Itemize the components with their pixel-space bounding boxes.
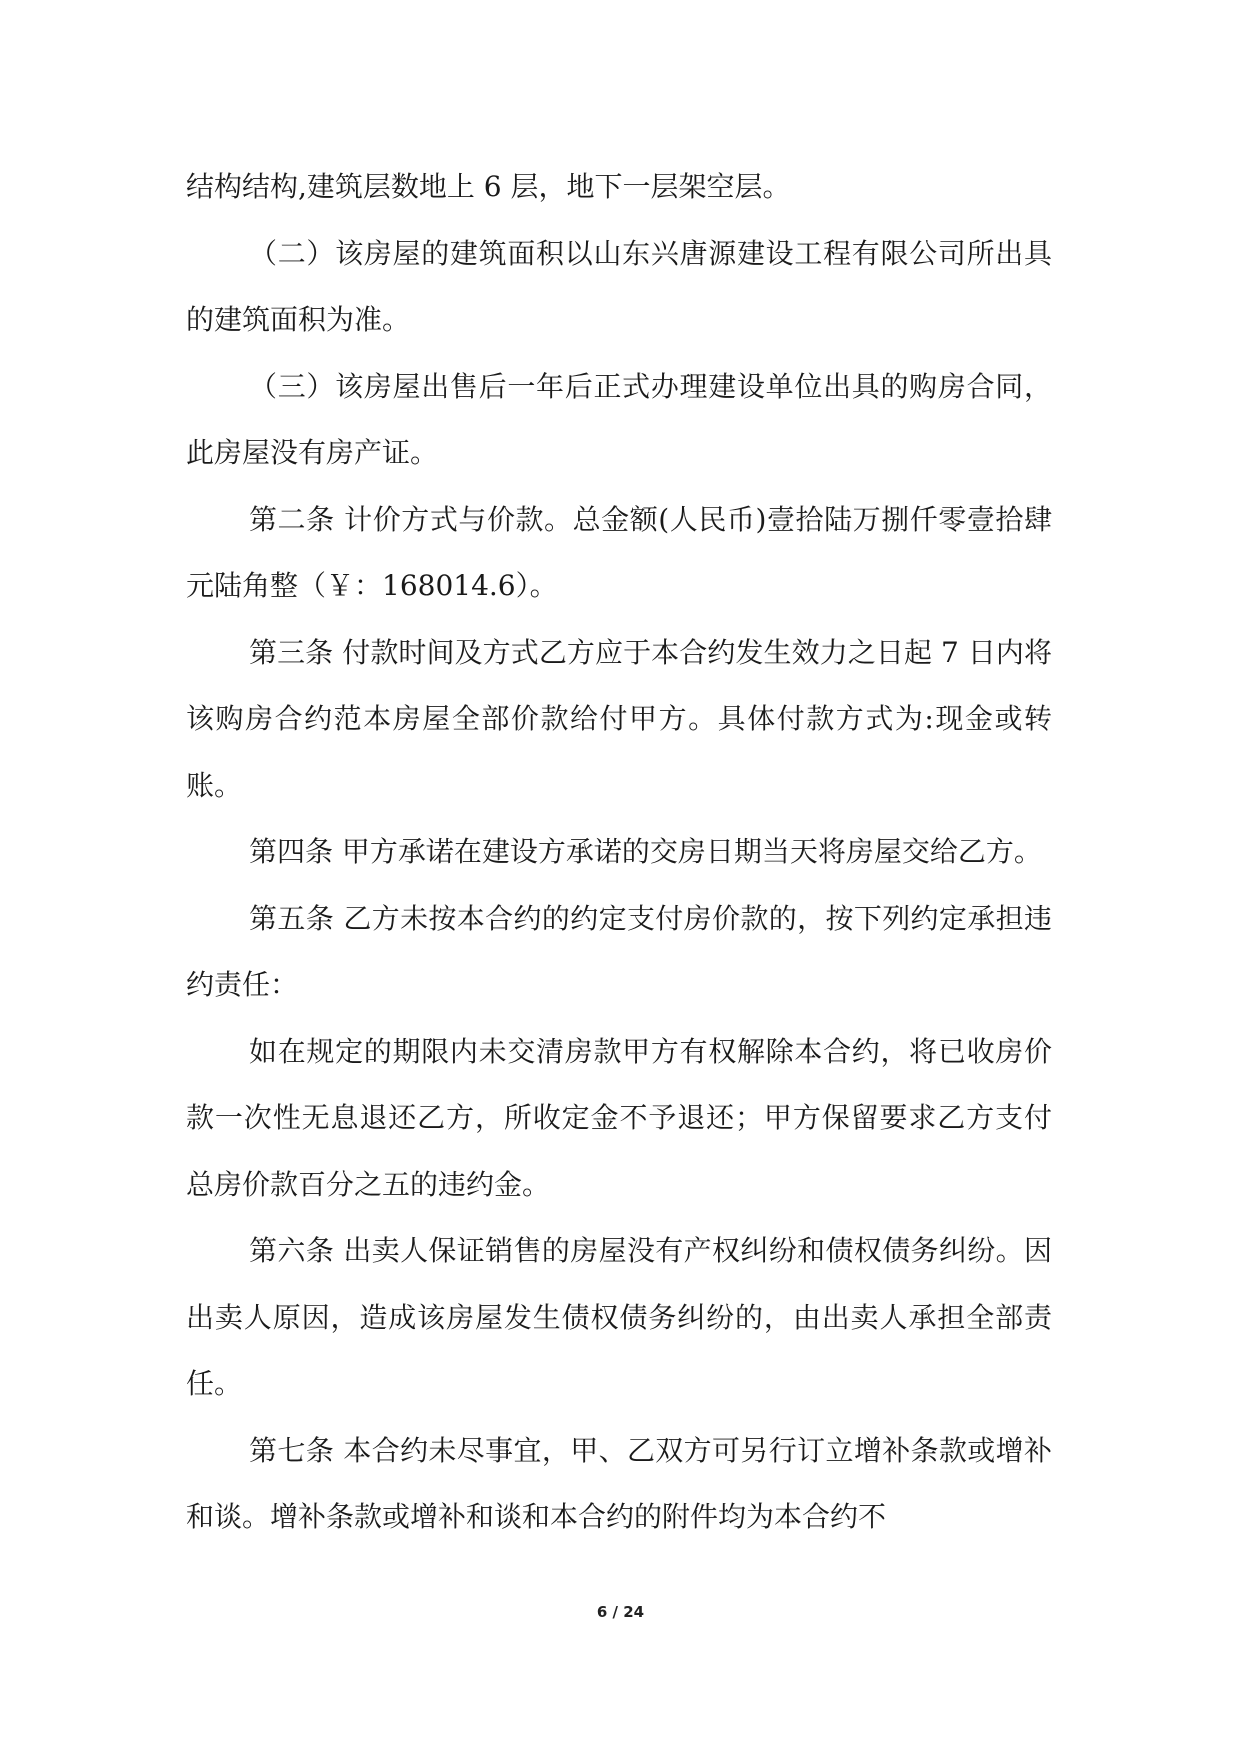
paragraph-article-2: 第二条 计价方式与价款。总金额(人民币)壹拾陆万捌仟零壹拾肆元陆角整（￥：168014.6）。 (186, 502, 1052, 602)
paragraph-structure: 结构结构,建筑层数地上 6 层，地下一层架空层。 (186, 170, 791, 203)
paragraph-article-3: 第三条 付款时间及方式乙方应于本合约发生效力之日起 7 日内将该购房合约范本房屋全部价款给付甲方。具体付款方式为:现金或转账。 (186, 635, 1052, 802)
paragraph-article-6: 第六条 出卖人保证销售的房屋没有产权纠纷和债权债务纠纷。因出卖人原因，造成该房屋发生债权债务纠纷的，由出卖人承担全部责任。 (186, 1234, 1052, 1400)
paragraph-article-7: 第七条 本合约未尽事宜，甲、乙双方可另行订立增补条款或增补和谈。增补条款或增补和谈和本合约的附件均为本合约不 (186, 1433, 1052, 1533)
paragraph-item-3: （三）该房屋出售后一年后正式办理建设单位出具的购房合同，此房屋没有房产证。 (186, 369, 1052, 469)
document-body (186, 154, 1052, 1551)
paragraph-article-4: 第四条 甲方承诺在建设方承诺的交房日期当天将房屋交给乙方。 (249, 835, 1042, 868)
paragraph-item-2: （二）该房屋的建筑面积以山东兴唐源建设工程有限公司所出具的建筑面积为准。 (186, 236, 1052, 336)
page-number: 6 / 24 (596, 1603, 645, 1621)
paragraph-breach-terms: 如在规定的期限内未交清房款甲方有权解除本合约，将已收房价款一次性无息退还乙方，所收定金不予退还；甲方保留要求乙方支付总房价款百分之五的违约金。 (186, 1034, 1052, 1201)
paragraph-article-5: 第五条 乙方未按本合约的约定支付房价款的，按下列约定承担违约责任： (186, 901, 1052, 1001)
